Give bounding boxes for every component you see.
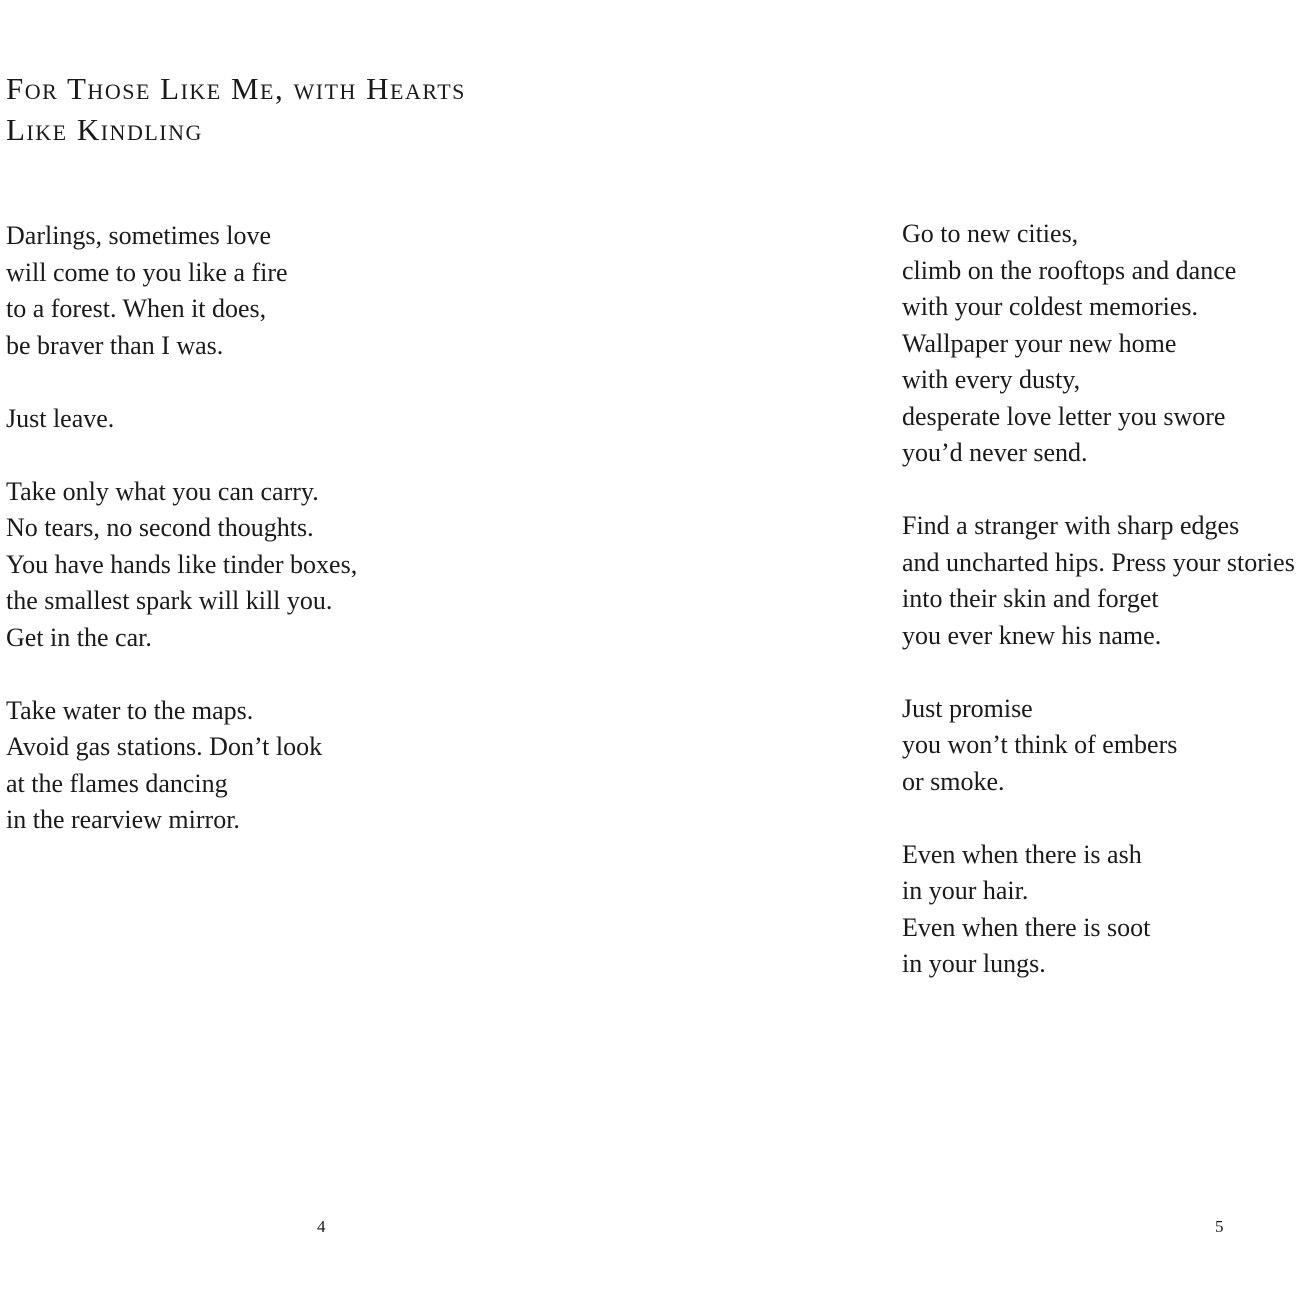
- poem-line: Even when there is ash: [902, 839, 1142, 869]
- poem-line: you won’t think of embers: [902, 730, 1178, 759]
- right-page-stanzas: [902, 216, 1295, 1019]
- right-page: [652, 0, 1304, 1304]
- poem-title-line-2: Like Kindling: [6, 112, 203, 147]
- poem-line: Wallpaper your new home: [902, 328, 1177, 358]
- poem-line: you ever knew his name.: [902, 620, 1162, 650]
- poem-line: and uncharted hips. Press your stories: [902, 547, 1295, 577]
- stanza: [6, 693, 357, 839]
- poem-title: [6, 68, 466, 150]
- page-number-left: 4: [317, 1217, 326, 1236]
- poem-line: the smallest spark will kill you.: [6, 586, 333, 615]
- poem-line: desperate love letter you swore: [902, 401, 1226, 431]
- left-page-stanzas: [6, 218, 357, 875]
- poem-line: Just leave.: [6, 403, 115, 433]
- stanza: [6, 474, 357, 657]
- stanza: [6, 218, 357, 364]
- page-number-right: 5: [1215, 1217, 1224, 1236]
- poem-line: Find a stranger with sharp edges: [902, 511, 1240, 540]
- poem-line: into their skin and forget: [902, 584, 1159, 613]
- poem-line: with your coldest memories.: [902, 292, 1199, 321]
- poem-line: Avoid gas stations. Don’t look: [6, 732, 323, 761]
- poem-line: Darlings, sometimes love: [6, 221, 272, 250]
- poem-line: be braver than I was.: [6, 330, 224, 360]
- stanza: [902, 216, 1295, 472]
- poem-line: in the rearview mirror.: [6, 805, 240, 834]
- poem-line: Even when there is soot: [902, 912, 1151, 942]
- poem-line: Take only what you can carry.: [6, 476, 319, 506]
- stanza: [902, 837, 1295, 983]
- poem-line: No tears, no second thoughts.: [6, 513, 314, 542]
- poem-line: in your lungs.: [902, 949, 1046, 978]
- poem-line: Get in the car.: [6, 622, 152, 652]
- poem-line: to a forest. When it does,: [6, 294, 267, 323]
- stanza: [6, 401, 357, 438]
- poem-line: in your hair.: [902, 876, 1029, 905]
- poem-line: with every dusty,: [902, 365, 1081, 394]
- poem-line: You have hands like tinder boxes,: [6, 549, 358, 579]
- poem-line: Take water to the maps.: [6, 695, 254, 725]
- poem-line: climb on the rooftops and dance: [902, 255, 1237, 285]
- poem-line: Just promise: [902, 693, 1033, 723]
- poem-title-line-1: For Those Like Me, with Hearts: [6, 71, 466, 106]
- poem-line: you’d never send.: [902, 438, 1088, 467]
- poem-line: at the flames dancing: [6, 768, 228, 798]
- stanza: [902, 508, 1295, 654]
- poem-line: Go to new cities,: [902, 219, 1079, 248]
- poem-line: or smoke.: [902, 766, 1005, 796]
- stanza: [902, 691, 1295, 801]
- poem-line: will come to you like a fire: [6, 257, 288, 287]
